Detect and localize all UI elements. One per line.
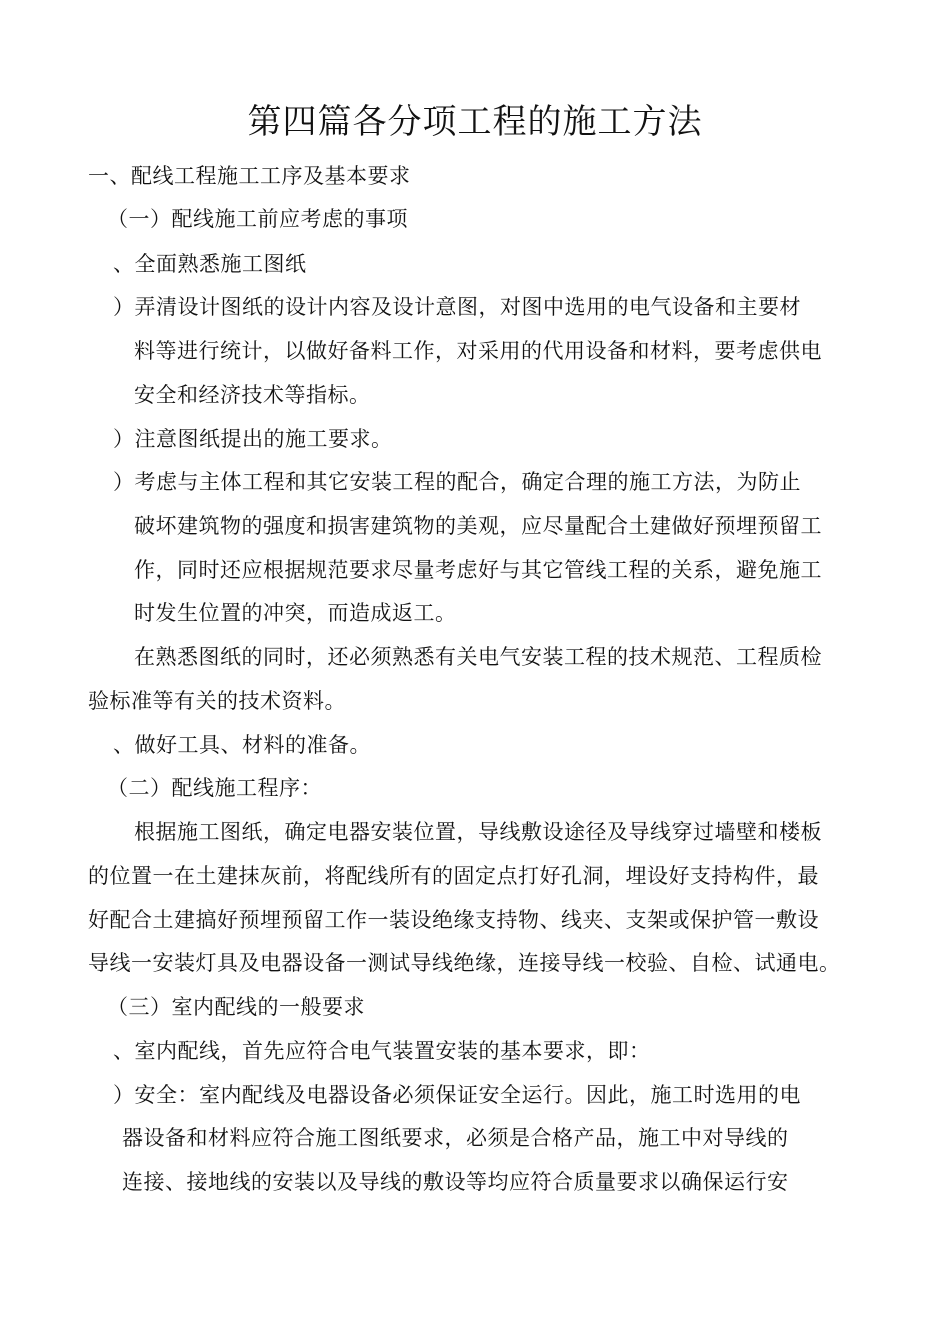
paragraph-line: 导线一安装灯具及电器设备一测试导线绝缘，连接导线一校验、自检、试通电。 <box>88 951 841 975</box>
paragraph-line: ）弄清设计图纸的设计内容及设计意图，对图中选用的电气设备和主要材 <box>113 295 801 319</box>
heading-subsection-2: （二）配线施工程序： <box>107 776 322 800</box>
paragraph-line: 料等进行统计，以做好备料工作，对采用的代用设备和材料，要考虑供电 <box>134 339 822 363</box>
page-title: 第四篇各分项工程的施工方法 <box>247 102 703 142</box>
paragraph-line: 器设备和材料应符合施工图纸要求，必须是合格产品，施工中对导线的 <box>122 1126 789 1150</box>
paragraph-line: 的位置一在土建抹灰前，将配线所有的固定点打好孔洞，埋设好支持构件，最 <box>88 864 819 888</box>
heading-item-3: 、室内配线，首先应符合电气装置安装的基本要求，即： <box>113 1039 651 1063</box>
paragraph-line: 根据施工图纸，确定电器安装位置，导线敷设途径及导线穿过墙壁和楼板 <box>134 820 822 844</box>
paragraph-line: 在熟悉图纸的同时，还必须熟悉有关电气安装工程的技术规范、工程质检 <box>134 645 822 669</box>
paragraph-line: ）注意图纸提出的施工要求。 <box>113 427 393 451</box>
paragraph-line: 安全和经济技术等指标。 <box>134 383 371 407</box>
heading-subsection-1: （一）配线施工前应考虑的事项 <box>107 207 408 231</box>
heading-item-1: 、全面熟悉施工图纸 <box>113 252 307 276</box>
heading-item-2: 、做好工具、材料的准备。 <box>113 733 371 757</box>
paragraph-line: 好配合土建搞好预埋预留工作一装设绝缘支持物、线夹、支架或保护管一敷设 <box>88 908 819 932</box>
paragraph-line: 破坏建筑物的强度和损害建筑物的美观，应尽量配合土建做好预埋预留工 <box>134 514 822 538</box>
paragraph-line: 连接、接地线的安装以及导线的敷设等均应符合质量要求以确保运行安 <box>122 1170 789 1194</box>
heading-subsection-3: （三）室内配线的一般要求 <box>107 995 365 1019</box>
paragraph-line: 验标准等有关的技术资料。 <box>88 689 346 713</box>
paragraph-line: 时发生位置的冲突，而造成返工。 <box>134 601 457 625</box>
paragraph-line: ）安全：室内配线及电器设备必须保证安全运行。因此，施工时选用的电 <box>113 1083 801 1107</box>
heading-section-1: 一、配线工程施工工序及基本要求 <box>88 164 411 188</box>
paragraph-line: ）考虑与主体工程和其它安装工程的配合，确定合理的施工方法，为防止 <box>113 470 801 494</box>
paragraph-line: 作，同时还应根据规范要求尽量考虑好与其它管线工程的关系，避免施工 <box>134 558 822 582</box>
